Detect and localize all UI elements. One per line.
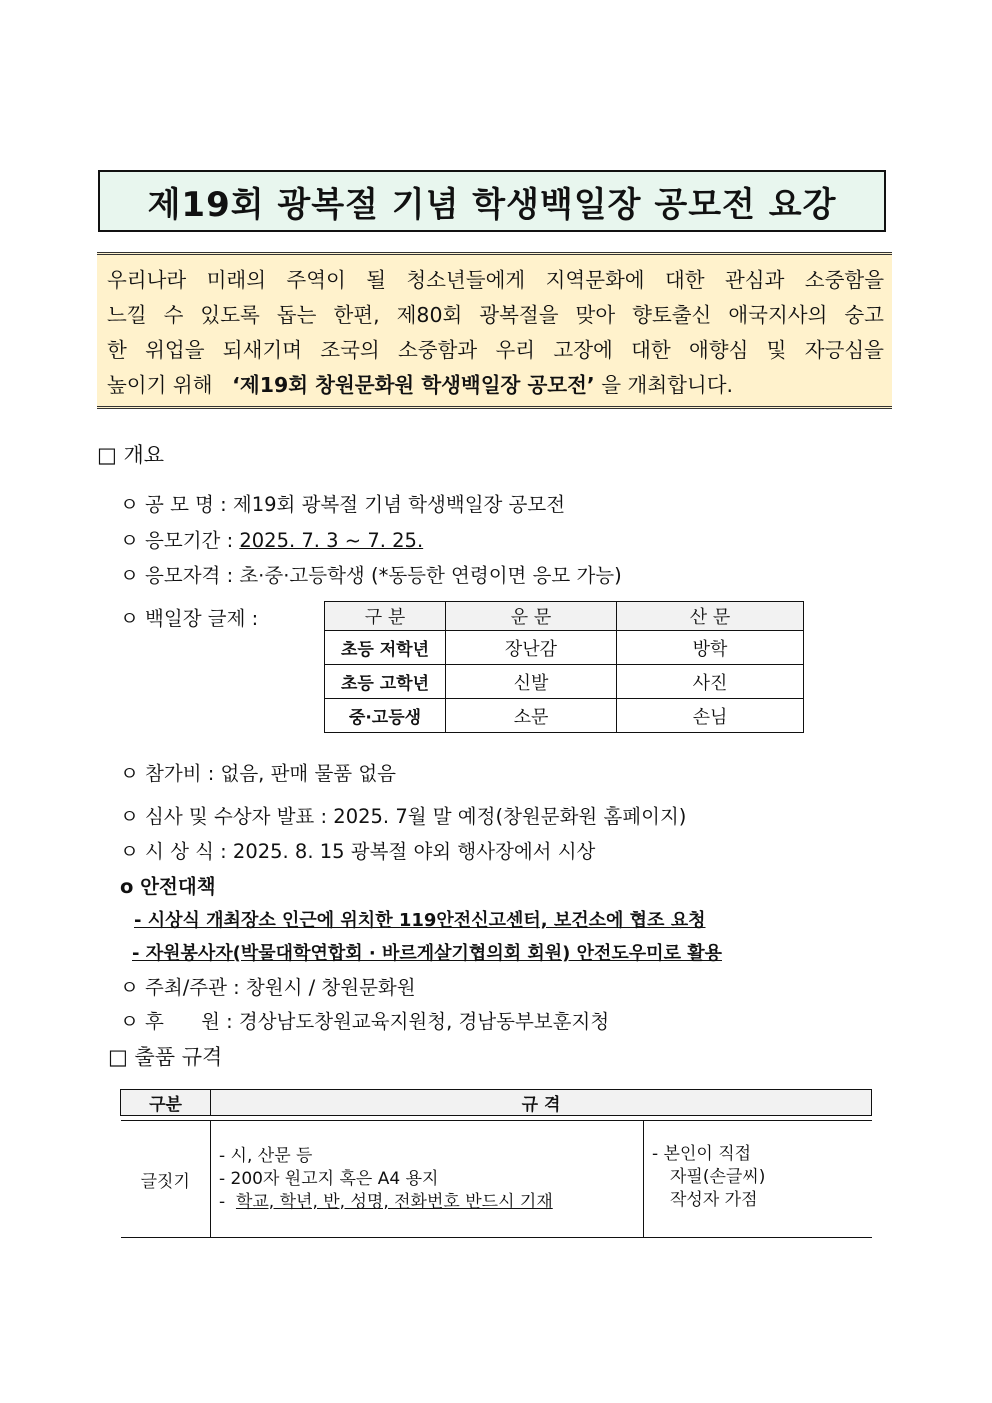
intro-box bbox=[97, 252, 892, 409]
intro-line: 한 위업을 되새기며 조국의 소중함과 우리 고장에 대한 애향심 및 자긍심을 bbox=[107, 338, 884, 362]
fee: ㅇ 참가비 : 없음, 판매 물품 없음 bbox=[120, 762, 397, 785]
table-row bbox=[121, 1121, 872, 1238]
table-header: 운 문 bbox=[446, 602, 617, 631]
contest-name: ㅇ 공 모 명 : 제19회 광복절 기념 학생백일장 공모전 bbox=[120, 493, 566, 516]
table-header: 구 분 bbox=[325, 602, 446, 631]
table-row bbox=[325, 665, 804, 699]
table-cell: 손님 bbox=[617, 699, 804, 733]
table-header: 구분 bbox=[121, 1090, 211, 1116]
spec-note-line: 작성자 가점 bbox=[670, 1190, 758, 1210]
topics-table bbox=[324, 601, 804, 733]
intro-line-4-post: 을 개최합니다. bbox=[601, 373, 734, 397]
spec-note-line: 자필(손글씨) bbox=[670, 1167, 766, 1187]
intro-line: 우리나라 미래의 주역이 될 청소년들에게 지역문화에 대한 관심과 소중함을 bbox=[107, 268, 884, 292]
table-cell: 신발 bbox=[446, 665, 617, 699]
eligibility: ㅇ 응모자격 : 초·중·고등학생 (*동등한 연령이면 응모 가능) bbox=[120, 564, 622, 587]
overview-heading: □ 개요 bbox=[97, 443, 165, 467]
table-row bbox=[325, 699, 804, 733]
spec-items bbox=[211, 1121, 644, 1238]
sponsor: ㅇ 후 원 : 경상남도창원교육지원청, 경남동부보훈지청 bbox=[120, 1010, 610, 1033]
spec-item-dash: - bbox=[219, 1191, 231, 1212]
table-row bbox=[325, 631, 804, 665]
spec-category: 글짓기 bbox=[121, 1121, 211, 1238]
table-header: 규 격 bbox=[211, 1090, 872, 1116]
announcement: ㅇ 심사 및 수상자 발표 : 2025. 7월 말 예정(창원문화원 홈페이지) bbox=[120, 805, 687, 828]
table-cell: 중·고등생 bbox=[325, 699, 446, 733]
page-title: 제19회 광복절 기념 학생백일장 공모전 요강 bbox=[147, 184, 837, 225]
spec-item: - 200자 원고지 혹은 A4 용지 bbox=[219, 1168, 439, 1189]
spec-note bbox=[644, 1121, 872, 1238]
period-value: 2025. 7. 3 ~ 7. 25. bbox=[239, 529, 424, 552]
table-header-row bbox=[121, 1090, 872, 1116]
period bbox=[120, 525, 423, 553]
table-cell: 소문 bbox=[446, 699, 617, 733]
spec-item: - 시, 산문 등 bbox=[219, 1145, 313, 1166]
intro-line bbox=[107, 368, 884, 403]
intro-line-4-pre: 높이기 위해 bbox=[107, 373, 220, 397]
topics-label: ㅇ 백일장 글제 : bbox=[120, 607, 259, 630]
spec-note-line: - 본인이 직접 bbox=[652, 1144, 752, 1164]
table-header-row bbox=[325, 602, 804, 631]
table-cell: 초등 고학년 bbox=[325, 665, 446, 699]
table-header: 산 문 bbox=[617, 602, 804, 631]
safety-item-2: - 자원봉사자(박물대학연합회 · 바르게살기협의회 회원) 안전도우미로 활용 bbox=[132, 943, 722, 964]
table-cell: 장난감 bbox=[446, 631, 617, 665]
table-cell: 방학 bbox=[617, 631, 804, 665]
spec-item bbox=[219, 1191, 643, 1214]
ceremony: ㅇ 시 상 식 : 2025. 8. 15 광복절 야외 행사장에서 시상 bbox=[120, 840, 596, 863]
safety-item-1: - 시상식 개최장소 인근에 위치한 119안전신고센터, 보건소에 협조 요청 bbox=[134, 910, 706, 931]
organizer: ㅇ 주최/주관 : 창원시 / 창원문화원 bbox=[120, 976, 416, 999]
safety-heading: o 안전대책 bbox=[120, 875, 216, 898]
intro-line: 느낄 수 있도록 돕는 한편, 제80회 광복절을 맞아 향토출신 애국지사의 숭고 bbox=[107, 303, 884, 327]
contest-name-bold: ‘제19회 창원문화원 학생백일장 공모전’ bbox=[232, 373, 595, 397]
title-box bbox=[98, 170, 886, 232]
period-label: ㅇ 응모기간 : bbox=[120, 529, 240, 552]
table-cell: 초등 저학년 bbox=[325, 631, 446, 665]
spec-item-underlined: 학교, 학년, 반, 성명, 전화번호 반드시 기재 bbox=[235, 1191, 553, 1212]
spec-table bbox=[120, 1089, 872, 1238]
spec-heading: □ 출품 규격 bbox=[108, 1045, 223, 1069]
table-cell: 사진 bbox=[617, 665, 804, 699]
